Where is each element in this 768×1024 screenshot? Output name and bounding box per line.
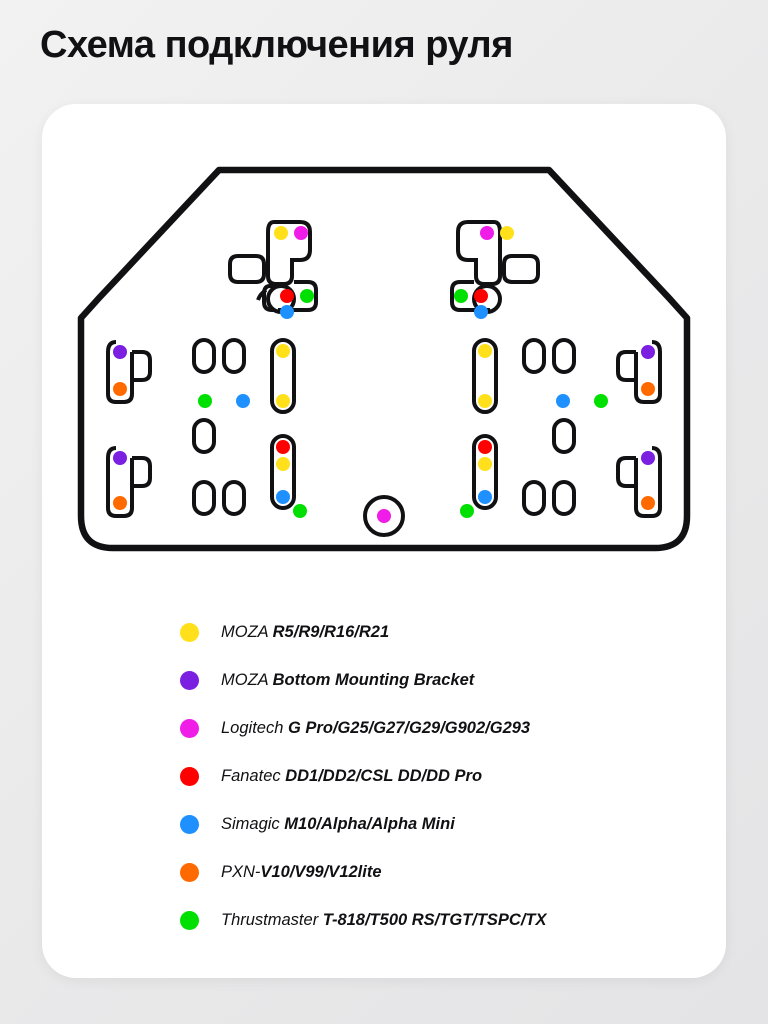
dot-logitech-magenta	[294, 226, 308, 240]
dot-fanatec-red	[474, 289, 488, 303]
plate-outline	[81, 170, 687, 548]
legend-item-moza-bracket	[180, 656, 700, 704]
page-title: Схема подключения руля	[40, 24, 513, 66]
legend-item-pxn	[180, 848, 700, 896]
dot-thrustmaster-green	[198, 394, 212, 408]
dot-logitech-magenta	[377, 509, 391, 523]
legend	[180, 608, 700, 944]
legend-item-logitech	[180, 704, 700, 752]
dot-moza-yellow	[276, 394, 290, 408]
legend-item-simagic	[180, 800, 700, 848]
legend-color-swatch	[180, 671, 199, 690]
legend-color-swatch	[180, 863, 199, 882]
legend-label: Fanatec DD1/DD2/CSL DD/DD Pro	[221, 766, 483, 785]
dot-thrustmaster-green	[594, 394, 608, 408]
legend-color-swatch	[180, 623, 199, 642]
dot-pxn-orange	[641, 496, 655, 510]
legend-item-fanatec	[180, 752, 700, 800]
dot-simagic-blue	[474, 305, 488, 319]
legend-color-swatch	[180, 719, 199, 738]
legend-label: Thrustmaster T-818/T500 RS/TGT/TSPC/TX	[221, 910, 547, 929]
dot-moza-purple	[641, 345, 655, 359]
dot-moza-yellow	[276, 344, 290, 358]
legend-color-swatch	[180, 815, 199, 834]
dot-moza-purple	[113, 345, 127, 359]
inner-right-slots	[474, 340, 574, 514]
dot-logitech-magenta	[480, 226, 494, 240]
dot-moza-yellow	[274, 226, 288, 240]
legend-label: Logitech G Pro/G25/G27/G29/G902/G293	[221, 718, 531, 737]
legend-label: MOZA Bottom Mounting Bracket	[221, 670, 475, 689]
dot-pxn-orange	[113, 496, 127, 510]
dot-moza-purple	[113, 451, 127, 465]
dot-thrustmaster-green	[454, 289, 468, 303]
dot-moza-yellow	[276, 457, 290, 471]
dot-thrustmaster-green	[460, 504, 474, 518]
wheel-diagram	[42, 104, 726, 604]
dot-fanatec-red	[276, 440, 290, 454]
dot-simagic-blue	[236, 394, 250, 408]
dot-thrustmaster-green	[300, 289, 314, 303]
dot-simagic-blue	[478, 490, 492, 504]
dot-moza-yellow	[500, 226, 514, 240]
legend-label: PXN-V10/V99/V12lite	[221, 862, 382, 881]
dot-simagic-blue	[556, 394, 570, 408]
legend-label: MOZA R5/R9/R16/R21	[221, 622, 390, 641]
dot-moza-yellow	[478, 344, 492, 358]
dot-moza-yellow	[478, 394, 492, 408]
legend-label: Simagic M10/Alpha/Alpha Mini	[221, 814, 455, 833]
legend-item-thrustmaster	[180, 896, 700, 944]
dot-fanatec-red	[280, 289, 294, 303]
dot-moza-purple	[641, 451, 655, 465]
legend-color-swatch	[180, 911, 199, 930]
dot-pxn-orange	[113, 382, 127, 396]
center-hub	[365, 497, 403, 535]
legend-item-moza-r-series	[180, 608, 700, 656]
dot-fanatec-red	[478, 440, 492, 454]
dot-moza-yellow	[478, 457, 492, 471]
dot-simagic-blue	[276, 490, 290, 504]
dot-simagic-blue	[280, 305, 294, 319]
legend-color-swatch	[180, 767, 199, 786]
inner-left-slots	[194, 340, 294, 514]
dot-thrustmaster-green	[293, 504, 307, 518]
dot-pxn-orange	[641, 382, 655, 396]
